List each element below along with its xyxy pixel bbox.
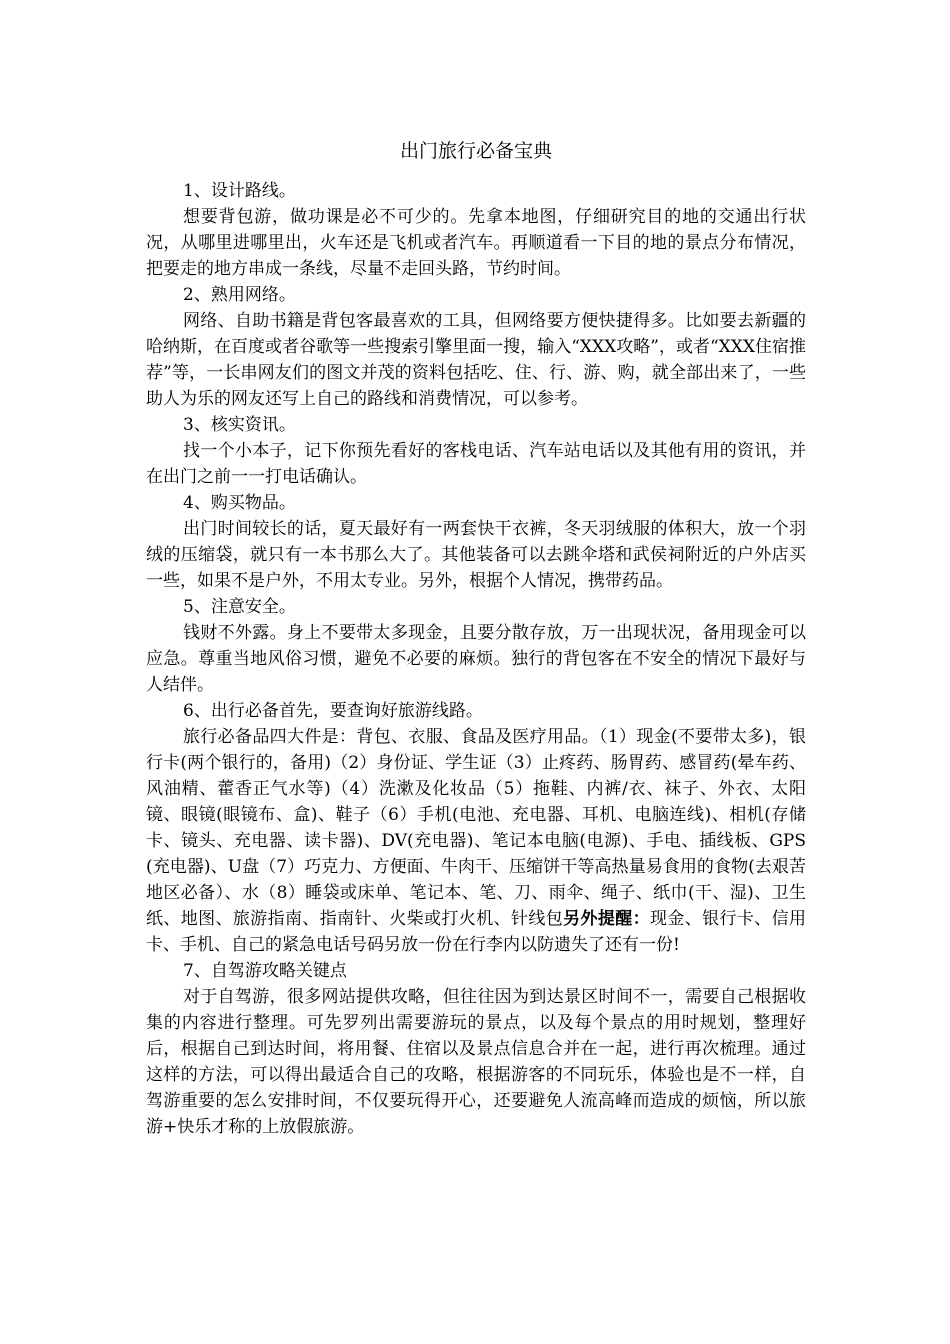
section-body-safety: 钱财不外露。身上不要带太多现金，且要分散存放，万一出现状况，备用现金可以应急。尊重当地风俗习惯，避免不必要的麻烦。独行的背包客在不安全的情况下最好与人结伴。 — [146, 623, 806, 695]
document-content — [146, 136, 806, 1140]
section-body-self-drive: 对于自驾游，很多网站提供攻略，但往往因为到达景区时间不一，需要自己根据收集的内容进行整理。可先罗列出需要游玩的景点，以及每个景点的用时规划，整理好后，根据自己到达时间，将用餐、住宿以及景点信息合并在一起，进行再次梳理。通过这样的方法，可以得出最适合自己的攻略，根据游客的不同玩乐，体验也是不一样，自驾游重要的怎么安排时间，不仅要玩得开心，还要避免人流高峰而造成的烦恼，所以旅游+快乐才称的上放假旅游。 — [146, 987, 806, 1137]
section-heading-verify: 3、核实资讯。 — [183, 415, 296, 435]
reminder-label: 另外提醒： — [563, 909, 650, 929]
section-heading-network: 2、熟用网络。 — [183, 285, 296, 305]
section-heading-purchase: 4、购买物品。 — [183, 493, 296, 513]
section-heading-safety: 5、注意安全。 — [183, 597, 296, 617]
section-heading-essentials: 6、出行必备首先，要查询好旅游线路。 — [183, 701, 483, 721]
section-body-network: 网络、自助书籍是背包客最喜欢的工具，但网络要方便快捷得多。比如要去新疆的哈纳斯，在百度或者谷歌等一些搜索引擎里面一搜，输入“XXX攻略”，或者“XXX住宿推荐”等，一长串网友们的图文并茂的资料包括吃、住、行、游、购，就全部出来了，一些助人为乐的网友还写上自己的路线和消费情况，可以参考。 — [146, 311, 806, 409]
reminder-text: 现金、银行卡、信用卡、手机、自己的紧急电话号码另放一份在行李内以防遗失了还有一份! — [146, 909, 807, 955]
section-body-purchase: 出门时间较长的话，夏天最好有一两套快干衣裤，冬天羽绒服的体积大，放一个羽绒的压缩袋，就只有一本书那么大了。其他装备可以去跳伞塔和武侯祠附近的户外店买一些，如果不是户外，不用太专业。另外，根据个人情况，携带药品。 — [146, 519, 806, 591]
section-heading-route: 1、设计路线。 — [183, 181, 296, 201]
section-body-essentials — [146, 724, 806, 958]
section-heading-self-drive: 7、自驾游攻略关键点 — [183, 961, 347, 981]
essentials-list-text: 旅行必备品四大件是：背包、衣服、食品及医疗用品。（1）现金(不要带太多)，银行卡(两个银行的，备用)（2）身份证、学生证（3）止疼药、肠胃药、感冒药(晕车药、风油精、藿香正气水等)（4）洗漱及化妆品（5）拖鞋、内裤/衣、袜子、外衣、太阳镜、眼镜(眼镜布、盒)、鞋子（6）手机(电池、充电器、耳机、电脑连线)、相机(存储卡、镜头、充电器、读卡器)、DV(充电器)、笔记本电脑(电源)、手电、插线板、GPS(充电器)、U盘（7）巧克力、方便面、牛肉干、压缩饼干等高热量易食用的食物(去艰苦地区必备）、水（8）睡袋或床单、笔记本、笔、刀、雨伞、绳子、纸巾(干、湿)、卫生纸、地图、旅游指南、指南针、火柴或打火机、针线包 — [146, 727, 806, 929]
section-body-route: 想要背包游，做功课是必不可少的。先拿本地图，仔细研究目的地的交通出行状况，从哪里进哪里出，火车还是飞机或者汽车。再顺道看一下目的地的景点分布情况，把要走的地方串成一条线，尽量不走回头路，节约时间。 — [146, 207, 806, 279]
section-body-verify: 找一个小本子，记下你预先看好的客栈电话、汽车站电话以及其他有用的资讯，并在出门之前一一打电话确认。 — [146, 441, 806, 487]
document-title: 出门旅行必备宝典 — [399, 140, 552, 162]
